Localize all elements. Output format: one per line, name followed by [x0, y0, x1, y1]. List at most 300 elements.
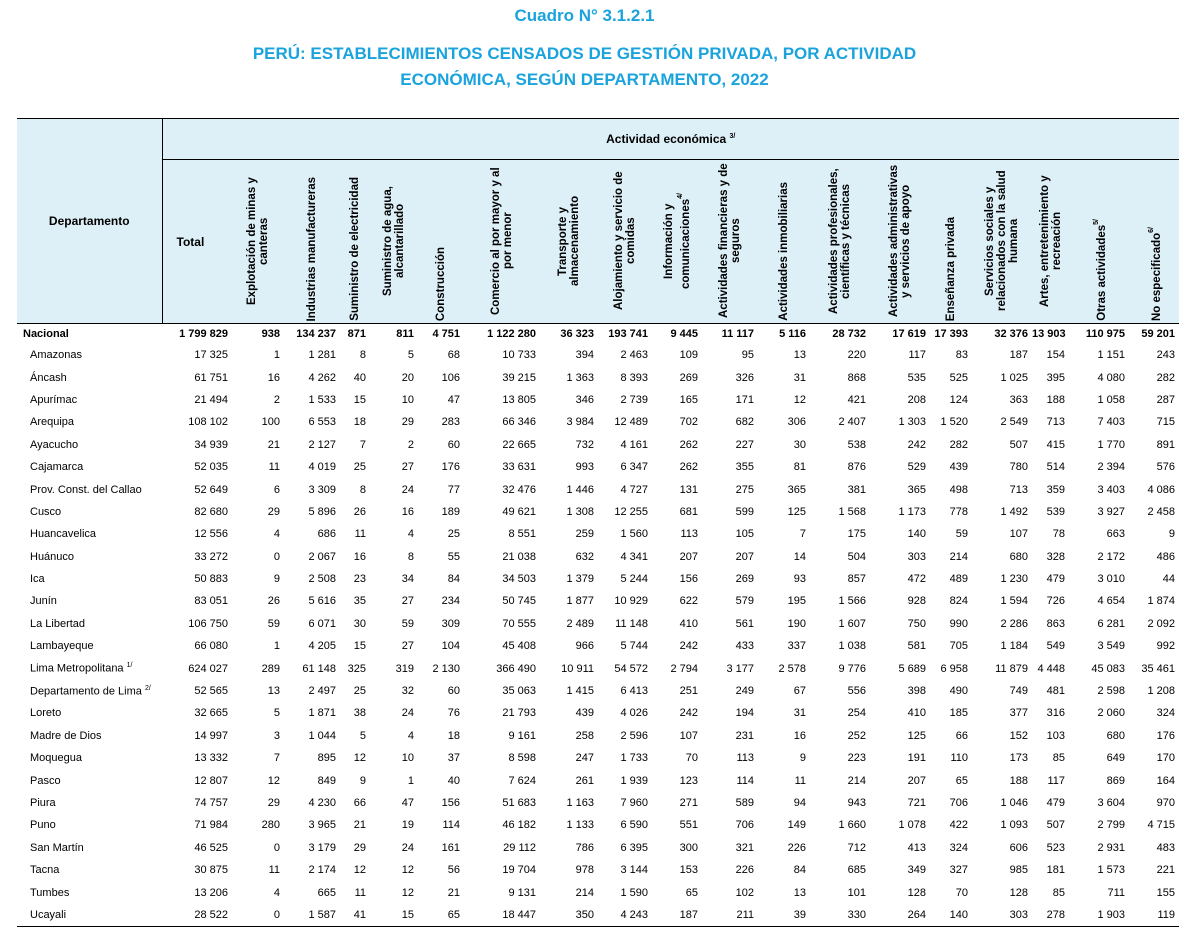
value-cell: 35 063	[502, 685, 536, 698]
value-cell: 303	[972, 904, 1032, 927]
value-cell: 18	[447, 729, 460, 742]
value-cell: 504	[847, 550, 866, 563]
table-row	[17, 792, 1179, 814]
column-header-label: Enseñanza privada	[945, 216, 957, 321]
value-cell: 1 446	[566, 483, 594, 496]
total-cell: 12 556	[194, 528, 228, 541]
value-cell: 214	[575, 886, 594, 899]
value-cell: 54 572	[614, 662, 648, 675]
value-cell: 2	[273, 393, 280, 406]
value-cell: 10 929	[614, 595, 648, 608]
value-cell: 103	[1046, 729, 1065, 742]
column-header-label: Actividades profesionales, científicas y técnicas	[828, 168, 852, 314]
table-header	[17, 119, 1179, 324]
department-cell	[17, 501, 162, 523]
value-cell: 170	[1156, 752, 1175, 765]
value-cell: 581	[907, 640, 926, 653]
value-cell: 223	[847, 752, 866, 765]
column-header-label: Comercio al por mayor y al por menor	[490, 167, 514, 315]
value-cell: 278	[1032, 904, 1069, 927]
value-cell: 2 463	[620, 349, 648, 362]
value-cell: 8 393	[620, 371, 648, 384]
value-cell: 0	[273, 550, 280, 563]
value-cell: 114	[442, 819, 460, 832]
value-cell: 153	[679, 864, 698, 877]
value-cell: 70	[955, 886, 968, 899]
value-cell: 481	[1046, 685, 1065, 698]
value-cell: 10 911	[561, 662, 594, 675]
value-cell: 287	[1156, 393, 1175, 406]
department-cell	[17, 657, 162, 679]
value-cell: 346	[575, 393, 594, 406]
value-cell: 2 286	[1000, 617, 1028, 630]
value-cell: 9 161	[508, 729, 536, 742]
value-cell: 579	[735, 595, 754, 608]
department-cell	[17, 590, 162, 612]
value-cell: 539	[1046, 505, 1065, 518]
value-cell: 8 551	[508, 528, 536, 541]
value-cell: 2 172	[1097, 550, 1125, 563]
value-cell: 9 776	[838, 662, 866, 675]
column-header-note: 6/	[1147, 226, 1155, 233]
value-cell: 187	[652, 904, 702, 927]
value-cell: 171	[735, 393, 754, 406]
value-cell: 5 244	[620, 573, 648, 586]
value-cell: 242	[679, 707, 698, 720]
value-cell: 433	[735, 640, 754, 653]
value-cell: 3 984	[566, 416, 594, 429]
value-cell: 46 182	[502, 819, 536, 832]
value-cell: 1	[273, 349, 280, 362]
value-cell: 2 931	[1097, 841, 1125, 854]
value-cell: 3 403	[1097, 483, 1125, 496]
value-cell: 0	[232, 904, 284, 927]
column-header-label: Servicios sociales y relacionados con la salud humana	[984, 170, 1020, 312]
value-cell: 5 689	[898, 662, 926, 675]
value-cell: 1 133	[566, 819, 594, 832]
value-cell: 156	[679, 573, 698, 586]
total-cell: 13 332	[194, 752, 228, 765]
value-cell: 110 975	[1085, 328, 1125, 340]
total-cell: 61 751	[194, 371, 228, 384]
value-cell: 2 739	[620, 393, 648, 406]
value-cell: 107	[679, 729, 698, 742]
value-cell: 2 407	[838, 416, 866, 429]
value-cell: 185	[949, 707, 968, 720]
value-cell: 49 621	[502, 505, 536, 518]
value-cell: 25	[353, 461, 366, 474]
total-cell: 71 984	[194, 819, 228, 832]
value-cell: 1 660	[838, 819, 866, 832]
value-cell: 17 393	[934, 328, 968, 340]
value-cell: 25	[447, 528, 460, 541]
department-cell	[17, 881, 162, 903]
value-cell: 114	[736, 774, 754, 787]
value-cell: 1 184	[1000, 640, 1028, 653]
value-cell: 149	[787, 819, 806, 832]
department-name: Huancavelica	[30, 528, 97, 541]
value-cell: 44	[1162, 573, 1175, 586]
value-cell: 28 732	[832, 328, 866, 340]
table-row	[17, 568, 1179, 590]
column-header	[652, 160, 702, 324]
value-cell: 1 573	[1097, 864, 1125, 877]
value-cell: 2 578	[778, 662, 806, 675]
value-cell: 606	[1009, 841, 1028, 854]
value-cell: 682	[735, 416, 754, 429]
value-cell: 395	[1046, 371, 1065, 384]
value-cell: 871	[347, 328, 366, 340]
departamento-header-label: Departamento	[48, 214, 130, 228]
value-cell: 1 044	[308, 729, 336, 742]
value-cell: 439	[575, 707, 594, 720]
total-cell: 74 757	[194, 797, 228, 809]
department-cell	[17, 635, 162, 657]
value-cell: 106	[441, 371, 460, 384]
value-cell: 243	[1156, 349, 1175, 362]
value-cell: 271	[679, 797, 698, 809]
value-cell: 19	[401, 819, 414, 832]
value-cell: 161	[441, 841, 460, 854]
value-cell: 193 741	[608, 328, 648, 340]
value-cell: 84	[793, 864, 806, 877]
value-cell: 7 403	[1097, 416, 1125, 429]
value-cell: 5 116	[779, 328, 806, 340]
value-cell: 109	[679, 349, 698, 362]
department-cell	[17, 366, 162, 388]
value-cell: 264	[870, 904, 930, 927]
column-header-label: Explotación de minas y canteras	[246, 177, 270, 305]
value-cell: 966	[575, 640, 594, 653]
value-cell: 786	[575, 841, 594, 854]
value-cell: 15	[370, 904, 418, 927]
value-cell: 5	[273, 707, 280, 720]
column-header-label: No especificado	[1150, 232, 1163, 321]
table-row	[17, 434, 1179, 456]
value-cell: 13 903	[1032, 328, 1066, 340]
value-cell: 3 010	[1097, 573, 1125, 586]
value-cell: 38	[353, 707, 366, 720]
value-cell: 3 604	[1097, 797, 1125, 809]
value-cell: 483	[1156, 841, 1175, 854]
value-cell: 188	[1046, 393, 1065, 406]
value-cell: 1 122 280	[487, 328, 536, 340]
value-cell: 381	[847, 483, 866, 496]
value-cell: 4 727	[620, 483, 648, 496]
value-cell: 262	[679, 438, 698, 451]
value-cell: 11	[268, 461, 280, 474]
column-header-note: 4/	[676, 193, 684, 199]
column-header	[340, 160, 370, 324]
value-cell: 1 415	[566, 685, 594, 698]
value-cell: 749	[1009, 685, 1028, 698]
total-cell: 12 807	[194, 774, 228, 787]
department-cell	[17, 904, 162, 927]
value-cell: 77	[447, 483, 460, 496]
value-cell: 398	[907, 685, 926, 698]
department-cell	[17, 344, 162, 366]
value-cell: 1 078	[898, 819, 926, 832]
value-cell: 9 131	[508, 886, 536, 899]
value-cell: 4 448	[1037, 662, 1065, 675]
total-cell: 17 325	[194, 349, 228, 362]
value-cell: 5	[359, 729, 366, 742]
value-cell: 247	[575, 752, 594, 765]
value-cell: 970	[1156, 797, 1175, 809]
value-cell: 156	[441, 797, 460, 809]
value-cell: 330	[810, 904, 870, 927]
value-cell: 282	[949, 438, 968, 451]
value-cell: 706	[949, 797, 968, 809]
value-cell: 60	[447, 685, 460, 698]
department-name: Ayacucho	[30, 438, 79, 451]
department-cell	[17, 814, 162, 836]
value-cell: 18 447	[464, 904, 540, 927]
column-header	[232, 160, 284, 324]
value-cell: 117	[908, 349, 926, 362]
value-cell: 3 549	[1097, 640, 1125, 653]
value-cell: 78	[1052, 528, 1065, 541]
column-header	[1032, 160, 1069, 324]
value-cell: 868	[847, 371, 866, 384]
column-header-label: Construcción	[435, 246, 447, 321]
value-cell: 207	[907, 774, 926, 787]
value-cell: 70	[685, 752, 698, 765]
value-cell: 599	[735, 505, 754, 518]
value-cell: 32 376	[994, 328, 1028, 340]
value-cell: 231	[735, 729, 754, 742]
value-cell: 2 596	[620, 729, 648, 742]
value-cell: 234	[441, 595, 460, 608]
value-cell: 306	[787, 416, 806, 429]
value-cell: 732	[575, 438, 594, 451]
column-header-note: 5/	[1092, 219, 1100, 226]
department-name: La Libertad	[30, 617, 86, 630]
value-cell: 194	[735, 707, 754, 720]
value-cell: 1 566	[838, 595, 866, 608]
value-cell: 325	[347, 662, 366, 675]
value-cell: 289	[261, 662, 280, 675]
value-cell: 4 161	[620, 438, 648, 451]
table-row	[17, 769, 1179, 791]
value-cell: 1 230	[1000, 573, 1028, 586]
department-name: Madre de Dios	[30, 729, 102, 742]
value-cell: 1 208	[1147, 685, 1175, 698]
value-cell: 7	[359, 438, 366, 451]
value-cell: 6 590	[620, 819, 648, 832]
value-cell: 1 492	[1000, 505, 1028, 518]
value-cell: 269	[679, 371, 698, 384]
value-cell: 34 503	[502, 573, 536, 586]
value-cell: 140	[930, 904, 972, 927]
value-cell: 632	[575, 550, 594, 563]
value-cell: 11	[794, 774, 806, 787]
value-cell: 507	[1009, 438, 1028, 451]
value-cell: 891	[1156, 438, 1175, 451]
value-cell: 29 112	[503, 841, 536, 854]
value-cell: 107	[1009, 528, 1028, 541]
value-cell: 721	[907, 797, 926, 809]
value-cell: 1 520	[940, 416, 968, 429]
department-name: Ucayali	[30, 908, 67, 921]
department-name: Huánuco	[30, 550, 75, 563]
value-cell: 93	[793, 573, 806, 586]
value-cell: 1 568	[838, 505, 866, 518]
value-cell: 1 363	[566, 371, 594, 384]
value-cell: 85	[1052, 752, 1065, 765]
value-cell: 214	[847, 774, 866, 787]
value-cell: 1 038	[838, 640, 866, 653]
value-cell: 824	[949, 595, 968, 608]
value-cell: 1	[407, 774, 414, 787]
value-cell: 4 243	[598, 904, 652, 927]
value-cell: 6 347	[620, 461, 648, 474]
value-cell: 328	[1046, 550, 1065, 563]
value-cell: 415	[1046, 438, 1065, 451]
value-cell: 479	[1046, 797, 1065, 809]
value-cell: 4 341	[620, 550, 648, 563]
value-cell: 25	[353, 685, 366, 698]
value-cell: 1 533	[308, 393, 336, 406]
value-cell: 220	[847, 349, 866, 362]
value-cell: 3 309	[308, 483, 336, 496]
column-header-label: Actividades administrativas y servicios de apoyo	[888, 164, 912, 318]
table-row	[17, 478, 1179, 500]
value-cell: 421	[847, 393, 866, 406]
value-cell: 128	[907, 886, 926, 899]
value-cell: 316	[1046, 707, 1065, 720]
table-row	[17, 389, 1179, 411]
value-cell: 11	[268, 864, 280, 877]
value-cell: 32	[401, 685, 414, 698]
value-cell: 16	[401, 505, 414, 518]
value-cell: 242	[679, 640, 698, 653]
value-cell: 1	[273, 640, 280, 653]
total-cell: 30 875	[194, 864, 228, 877]
total-cell: 28 522	[162, 904, 232, 927]
value-cell: 280	[261, 819, 280, 832]
value-cell: 895	[317, 752, 336, 765]
value-cell: 507	[1046, 819, 1065, 832]
value-cell: 84	[447, 573, 460, 586]
value-cell: 105	[735, 528, 754, 541]
value-cell: 394	[575, 349, 594, 362]
column-header	[972, 160, 1032, 324]
value-cell: 125	[787, 505, 806, 518]
value-cell: 365	[907, 483, 926, 496]
value-cell: 275	[735, 483, 754, 496]
column-header-label: Suministro de electricidad	[349, 177, 361, 321]
value-cell: 252	[847, 729, 866, 742]
total-header-label: Total	[176, 234, 205, 249]
value-cell: 3 177	[726, 662, 754, 675]
value-cell: 8	[359, 483, 366, 496]
value-cell: 857	[847, 573, 866, 586]
value-cell: 23	[353, 573, 366, 586]
value-cell: 45 083	[1091, 662, 1125, 675]
value-cell: 164	[1156, 774, 1175, 787]
value-cell: 9	[1168, 528, 1175, 541]
value-cell: 207	[679, 550, 698, 563]
value-cell: 3 179	[308, 841, 336, 854]
value-cell: 67	[793, 685, 806, 698]
value-cell: 8 598	[508, 752, 536, 765]
national-total-row	[17, 324, 1179, 345]
value-cell: 663	[1106, 528, 1125, 541]
value-cell: 173	[1009, 752, 1028, 765]
value-cell: 13	[793, 886, 806, 899]
department-cell	[17, 792, 162, 814]
column-header	[284, 160, 340, 324]
value-cell: 16	[267, 371, 280, 384]
value-cell: 20	[401, 371, 414, 384]
value-cell: 750	[907, 617, 926, 630]
value-cell: 377	[1009, 707, 1028, 720]
column-header	[540, 160, 598, 324]
value-cell: 24	[401, 483, 414, 496]
department-cell	[17, 546, 162, 568]
value-cell: 59	[955, 528, 968, 541]
value-cell: 195	[787, 595, 806, 608]
value-cell: 7	[273, 752, 280, 765]
table-row	[17, 523, 1179, 545]
value-cell: 993	[575, 461, 594, 474]
column-header-label: Información y comunicaciones	[662, 198, 692, 289]
value-cell: 9	[273, 573, 280, 586]
value-cell: 261	[575, 774, 594, 787]
value-cell: 189	[441, 505, 460, 518]
value-cell: 715	[1156, 416, 1175, 429]
value-cell: 4 086	[1147, 483, 1175, 496]
value-cell: 13	[267, 685, 280, 698]
department-name: Junín	[30, 595, 57, 608]
value-cell: 1 379	[566, 573, 594, 586]
value-cell: 55	[447, 550, 460, 563]
value-cell: 283	[441, 416, 460, 429]
total-cell: 1 799 829	[179, 328, 228, 340]
total-cell: 32 665	[194, 707, 228, 720]
value-cell: 10	[401, 752, 414, 765]
value-cell: 59	[267, 617, 280, 630]
department-name: Prov. Const. del Callao	[30, 483, 142, 496]
value-cell: 226	[735, 864, 754, 877]
department-cell	[17, 725, 162, 747]
column-header-label: Transporte y almacenamiento	[557, 195, 581, 287]
value-cell: 11 879	[995, 662, 1028, 675]
value-cell: 5 616	[308, 595, 336, 608]
department-name: Arequipa	[30, 416, 75, 429]
value-cell: 10 733	[502, 349, 536, 362]
value-cell: 254	[847, 707, 866, 720]
value-cell: 36 323	[560, 328, 594, 340]
value-cell: 990	[949, 617, 968, 630]
value-cell: 326	[735, 371, 754, 384]
value-cell: 363	[1009, 393, 1028, 406]
value-cell: 35 461	[1141, 662, 1175, 675]
table-row	[17, 657, 1179, 679]
value-cell: 1 173	[898, 505, 926, 518]
value-cell: 15	[353, 640, 366, 653]
value-cell: 422	[949, 819, 968, 832]
value-cell: 327	[949, 864, 968, 877]
value-cell: 12	[353, 864, 366, 877]
value-cell: 649	[1106, 752, 1125, 765]
value-cell: 39 215	[502, 371, 536, 384]
value-cell: 4	[273, 528, 280, 541]
value-cell: 24	[401, 841, 414, 854]
value-cell: 175	[847, 528, 866, 541]
value-cell: 928	[907, 595, 926, 608]
